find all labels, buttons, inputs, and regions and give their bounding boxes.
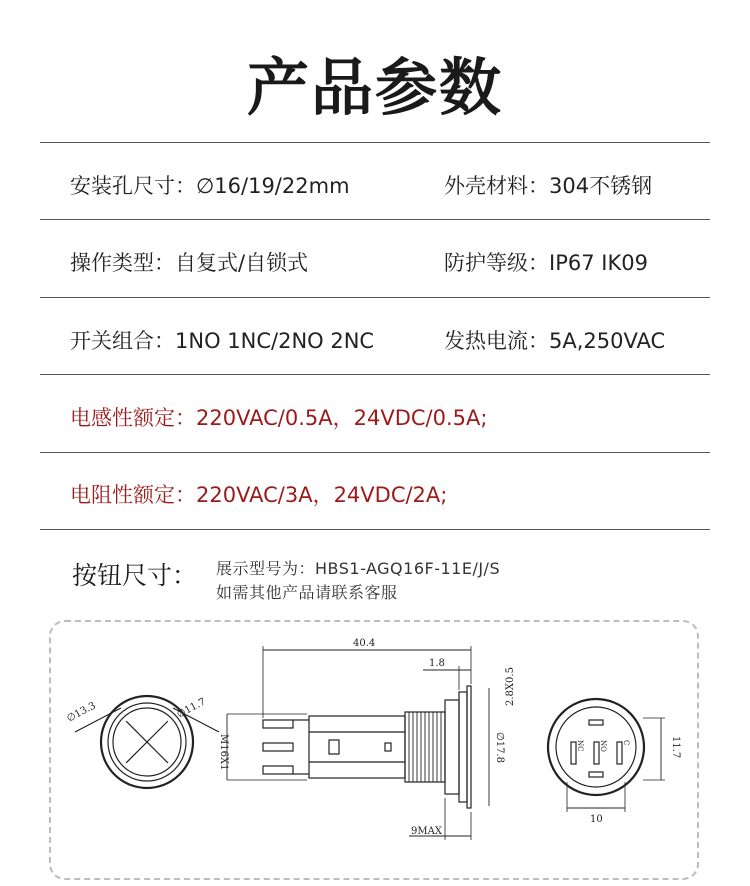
body-dia-label: ∅17.8 [494, 732, 505, 763]
terminal-label-c: C [622, 740, 630, 746]
head-height-label: 2.8X0.5 [505, 667, 516, 706]
front-outer-dia-label: ∅13.3 [65, 700, 98, 725]
front-inner-dia-label: ∅11.7 [175, 696, 208, 721]
spec-housing-material: 外壳材料：304不锈钢 [444, 174, 653, 198]
model-note: 展示型号为：HBS1-AGQ16F-11E/J/S [216, 559, 501, 578]
divider [40, 529, 710, 530]
divider [40, 374, 710, 375]
dimension-drawing [51, 622, 701, 882]
terminal-spacing-label: 10 [590, 814, 603, 825]
total-length-label: 40.4 [353, 638, 376, 649]
rating-resistive: 电阻性额定：220VAC/3A，24VDC/2A; [70, 483, 448, 507]
button-size-label: 按钮尺寸： [72, 561, 198, 590]
spec-protection-rating: 防护等级：IP67 IK09 [444, 251, 648, 275]
divider [40, 297, 710, 298]
page-title: 产品参数 [246, 51, 503, 124]
divider [40, 219, 710, 220]
spec-thermal-current: 发热电流：5A,250VAC [444, 329, 666, 353]
contact-note: 如需其他产品请联系客服 [216, 583, 398, 602]
rating-inductive: 电感性额定：220VAC/0.5A，24VDC/0.5A; [70, 406, 488, 430]
divider [40, 142, 710, 143]
spec-mounting-hole: 安装孔尺寸：∅16/19/22mm [70, 174, 350, 198]
terminal-height-label: 11.7 [670, 736, 681, 759]
divider [40, 452, 710, 453]
spec-switch-combo: 开关组合：1NO 1NC/2NO 2NC [70, 329, 375, 353]
flange-thickness-label: 1.8 [429, 658, 445, 669]
spec-operation-type: 操作类型：自复式/自锁式 [70, 251, 309, 275]
dimension-drawing-frame [49, 620, 699, 880]
nut-width-label: 9MAX [411, 826, 442, 837]
thread-label: M16X1 [218, 734, 229, 771]
terminal-label-nc: NC [576, 740, 584, 752]
terminal-label-no: NO [599, 740, 607, 752]
